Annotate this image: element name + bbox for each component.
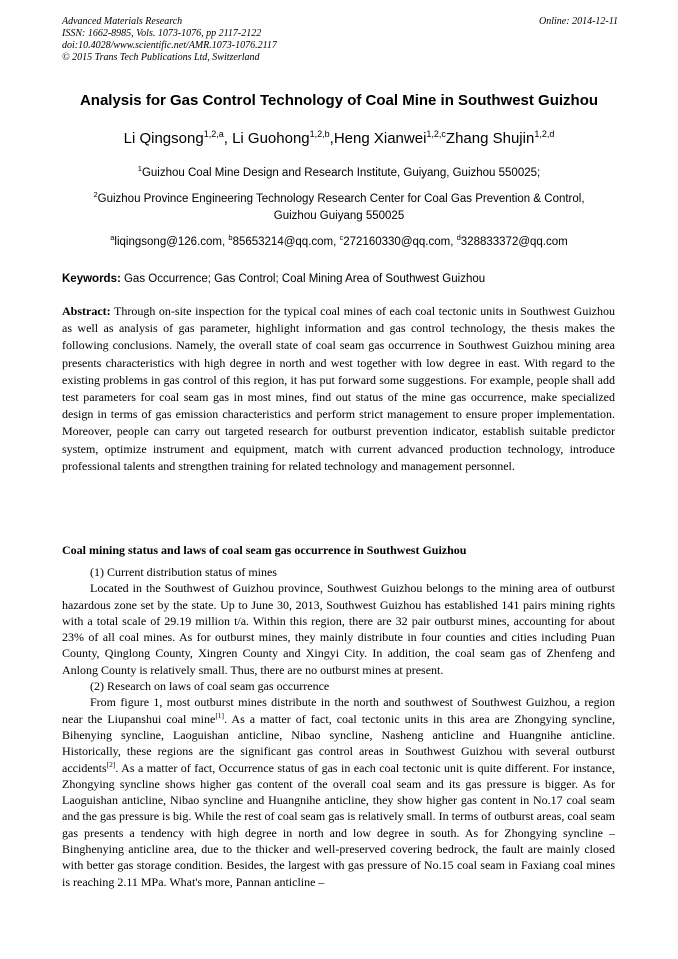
author-separator: ,	[223, 130, 233, 147]
keywords-text: Gas Occurrence; Gas Control; Coal Mining Area of Southwest Guizhou	[120, 273, 486, 285]
email-list	[50, 234, 628, 251]
affiliation-1	[50, 165, 628, 182]
keywords-label: Keywords:	[62, 273, 121, 285]
author-affil-sup: 1,2,d	[534, 129, 555, 139]
affil-sup: 2	[93, 190, 98, 200]
email-sup: c	[339, 233, 344, 243]
paragraph-text: From figure 1, most outburst mines distribute in the north and southwest of Southwest Guizhou, a region near the Liupanshui coal mine	[62, 695, 615, 726]
abstract-text: Through on-site inspection for the typical coal mines of each coal tectonic units in Southwest Guizhou as well as analysis of gas parameter, highlight information and gas control technology, the thesis makes the following conclusions. Namely, the overall state of coal seam gas occurrence in Southwest Guizhou mining area presents characteristics with high degree in north and west together with low degree in east. With regard to the existing problems in gas control of this region, it has put forward some suggestions. For example, people shall add test parameters for coal seam gas in most mines, find out status of the mine gas occurrence, make specialized design in terms of gas emission characteristics and perform strict management to ensure proper implementation. Moreover, people can carry out targeted research for outburst prevention indicator, establish suitable predictor system, optimize instrument and equipment, match with current advanced production technology, introduce professional talents and strengthen training for related technology and management personnel.	[62, 304, 615, 473]
citation-ref[interactable]: [1]	[215, 710, 225, 720]
paragraph-2	[62, 694, 615, 890]
journal-name: Advanced Materials Research	[62, 16, 183, 27]
email-address: liqingsong@126.com,	[114, 236, 229, 248]
paragraph-text: . As a matter of fact, coal tectonic units in this area are Zhongying syncline, Bihenying syncline, Laoguishan anticline, Nibao syncline, Nasheng anticline and Huangnihe anticline. Historically, these regions are the significant gas control areas in Southwest Guizhou with several outburst accidents	[62, 711, 615, 775]
affil-text: Guizhou Guiyang 550025	[273, 210, 405, 222]
author-name: Li Guohong	[232, 130, 310, 147]
paragraph-text: . As a matter of fact, Occurrence status of gas in each coal tectonic unit is quite different. For instance, Zhongying syncline shows higher gas content of the overall coal seam and its gas pressure is bigger. As for Laoguishan anticline, Nibao syncline and Huangnihe anticline, they show higher gas content in No.17 coal seam and the gas pressure is big. While the rest of coal seam gas is relatively small. In terms of outburst areas, coal seam gas presents a tendency with high degree in north and low degree in south. As for Zhongying syncline – Binghenying anticline area, due to the thicker and well-preserved covering bedrock, the fault are mainly closed with better gas storage condition. Besides, the largest with gas pressure of No.15 coal seam in Faxiang coal mines is reaching 2.11 MPa. What's more, Pannan anticline –	[62, 760, 615, 889]
abstract-label: Abstract:	[62, 304, 111, 318]
author-name: Zhang Shujin	[445, 130, 535, 147]
section-heading: Coal mining status and laws of coal seam gas occurrence in Southwest Guizhou	[62, 543, 467, 557]
email-sup: d	[456, 233, 461, 243]
copyright-line: © 2015 Trans Tech Publications Ltd, Switzerland	[62, 52, 260, 63]
email-address: 85653214@qq.com,	[232, 236, 340, 248]
issn-line: ISSN: 1662-8985, Vols. 1073-1076, pp 2117-2122	[62, 28, 262, 39]
subheading-1: (1) Current distribution status of mines	[90, 565, 277, 579]
author-affil-sup: 1,2,c	[426, 129, 446, 139]
section-body	[62, 564, 615, 890]
email-address: 272160330@qq.com,	[343, 236, 457, 248]
affiliation-2	[50, 191, 628, 225]
author-name: Heng Xianwei	[333, 130, 427, 147]
email-address: 328833372@qq.com	[460, 236, 568, 248]
author-separator: ,	[329, 130, 334, 147]
subheading-2: (2) Research on laws of coal seam gas occurrence	[90, 679, 330, 694]
paragraph-1: Located in the Southwest of Guizhou province, Southwest Guizhou belongs to the mining area of outburst hazardous zone set by the state. Up to June 30, 2013, Southwest Guizhou has established 141 pairs mining rights with a total scale of 29.19 million t/a. Within this region, there are 32 pair outburst mines, accounting for about 23% of all coal mines. As for outburst mines, they mainly distribute in four counties and cities including Puan County, Qinglong County, Xingren County and Xingyi City. In addition, the coal seam gas of Zhenfeng and Anlong County is relatively small. Thus, there are no outburst mines at present.	[62, 581, 615, 677]
affil-sup: 1	[137, 164, 142, 174]
author-affil-sup: 1,2,b	[309, 129, 330, 139]
abstract	[62, 303, 615, 475]
email-sup: b	[228, 233, 233, 243]
keywords	[62, 273, 622, 285]
affil-text: Guizhou Province Engineering Technology Research Center for Coal Gas Prevention & Control,	[97, 193, 585, 205]
affil-text: Guizhou Coal Mine Design and Research Institute, Guiyang, Guizhou 550025;	[141, 167, 541, 179]
citation-ref[interactable]: [2]	[106, 759, 116, 769]
author-affil-sup: 1,2,a	[203, 129, 224, 139]
paper-title: Analysis for Gas Control Technology of Coal Mine in Southwest Guizhou	[79, 92, 599, 109]
author-name: Li Qingsong	[123, 130, 204, 147]
email-sup: a	[110, 233, 115, 243]
author-list	[40, 130, 638, 147]
online-date: Online: 2014-12-11	[539, 16, 618, 27]
doi-line: doi:10.4028/www.scientific.net/AMR.1073-1076.2117	[62, 40, 277, 51]
